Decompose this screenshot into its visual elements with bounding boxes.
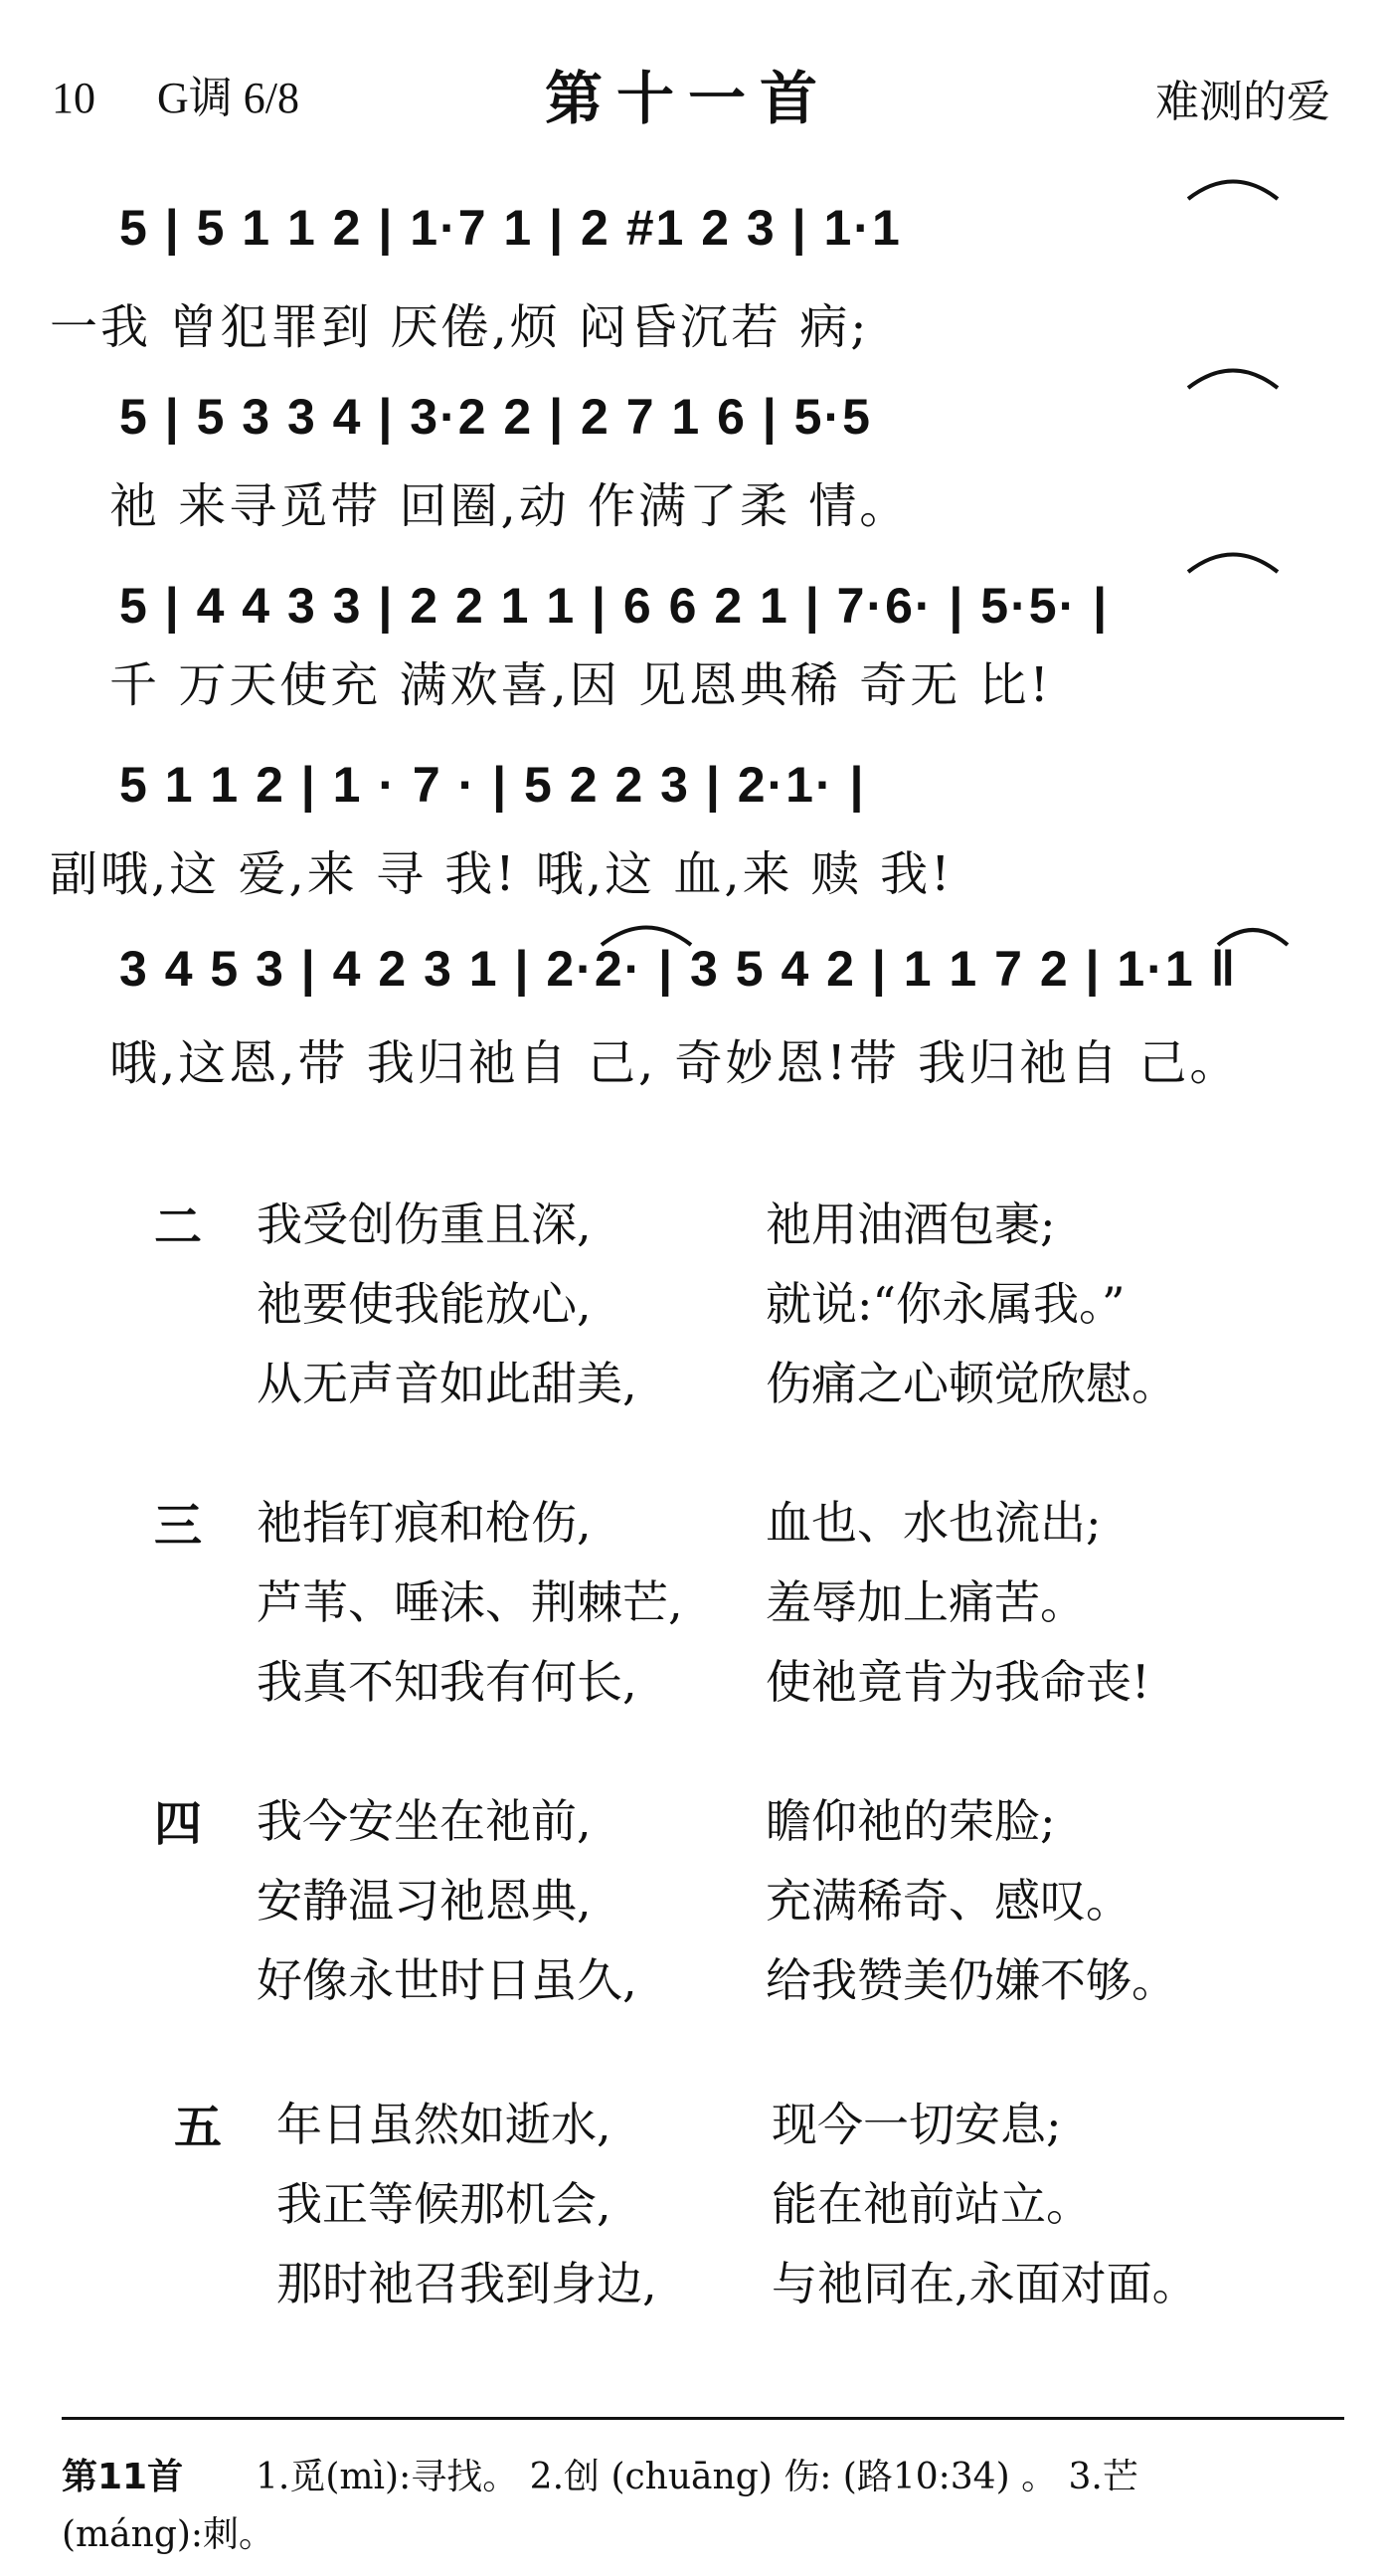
slur-line-5a bbox=[602, 928, 691, 946]
slur-line-3 bbox=[1188, 555, 1278, 573]
score-notes-line-5: 3 4 5 3 | 4 2 3 1 | 2·2· | 3 5 4 2 | 1 1 7 2 | 1·1 ‖ bbox=[119, 941, 1238, 997]
verse-3-row-3-right: 使祂竟肯为我命丧! bbox=[766, 1655, 1150, 1709]
footnote-line-2: (máng):刺。 bbox=[62, 2514, 275, 2555]
verse-4-row-2-left: 安静温习祂恩典, bbox=[257, 1874, 592, 1928]
verse-3-row-3-left: 我真不知我有何长, bbox=[257, 1655, 637, 1709]
verse-4-row-3-right: 给我赞美仍嫌不够。 bbox=[766, 1953, 1177, 2007]
score-notes-line-1: 5 | 5 1 1 2 | 1·7 1 | 2 #1 2 3 | 1·1 bbox=[119, 200, 902, 256]
footnote-line-1 bbox=[62, 2449, 1138, 2499]
score-lyrics-line-4: 副哦,这 爱,来 寻 我! 哦,这 血,来 赎 我! bbox=[50, 846, 954, 902]
slur-line-5b bbox=[1218, 930, 1288, 945]
slur-line-2 bbox=[1188, 371, 1278, 389]
verse-3-row-2-right: 羞辱加上痛苦。 bbox=[766, 1575, 1086, 1629]
score-notes-line-4: 5 1 1 2 | 1 · 7 · | 5 2 2 3 | 2·1· | bbox=[119, 757, 866, 813]
verse-2-row-1-left: 我受创伤重且深, bbox=[257, 1197, 592, 1251]
hymn-title: 第十一首 bbox=[545, 65, 832, 132]
verse-2-row-3-right: 伤痛之心顿觉欣慰。 bbox=[766, 1357, 1177, 1410]
verse-5-row-3-right: 与祂同在,永面对面。 bbox=[772, 2257, 1198, 2310]
verse-5-row-1-right: 现今一切安息; bbox=[772, 2098, 1062, 2151]
verse-3-row-1-right: 血也、水也流出; bbox=[766, 1496, 1102, 1550]
verse-2-row-2-left: 祂要使我能放心, bbox=[257, 1277, 592, 1331]
verse-4-row-3-left: 好像永世时日虽久, bbox=[257, 1953, 637, 2007]
verse-4-row-1-left: 我今安坐在祂前, bbox=[257, 1794, 592, 1848]
verse-4-row-1-right: 瞻仰祂的荣脸; bbox=[766, 1794, 1056, 1848]
score-lyrics-line-1: 一我 曾犯罪到 厌倦,烦 闷昏沉若 病; bbox=[50, 299, 870, 355]
verse-3-row-2-left: 芦苇、唾沫、荆棘芒, bbox=[257, 1575, 683, 1629]
slur-line-1 bbox=[1188, 182, 1278, 200]
footnote-text-1: 1.觅(mì):寻找。 2.创 (chuāng) 伤: (路10:34) 。 3.芒 bbox=[256, 2457, 1138, 2497]
footnote-divider bbox=[62, 2417, 1344, 2420]
verse-5-row-3-left: 那时祂召我到身边, bbox=[276, 2257, 657, 2310]
verse-5-row-2-right: 能在祂前站立。 bbox=[772, 2177, 1092, 2231]
verse-number-2: 二 bbox=[154, 1199, 203, 1255]
verse-5-row-2-left: 我正等候那机会, bbox=[276, 2177, 611, 2231]
verse-3-row-1-left: 祂指钉痕和枪伤, bbox=[257, 1496, 592, 1550]
score-notes-line-3: 5 | 4 4 3 3 | 2 2 1 1 | 6 6 2 1 | 7·6· | 5·5· | bbox=[119, 578, 1110, 634]
hymn-subtitle: 难测的爱 bbox=[1155, 77, 1330, 127]
verse-4-row-2-right: 充满稀奇、感叹。 bbox=[766, 1874, 1131, 1928]
verse-2-row-2-right: 就说:“你永属我。” bbox=[766, 1277, 1126, 1331]
score-lyrics-line-5: 哦,这恩,带 我归祂自 己, 奇妙恩!带 我归祂自 己。 bbox=[109, 1035, 1241, 1091]
verse-number-4: 四 bbox=[154, 1796, 203, 1852]
verse-number-3: 三 bbox=[154, 1498, 203, 1554]
score-lyrics-line-3: 千 万天使充 满欢喜,因 见恩典稀 奇无 比! bbox=[109, 657, 1052, 713]
verse-2-row-1-right: 祂用油酒包裹; bbox=[766, 1197, 1056, 1251]
verse-number-5: 五 bbox=[174, 2100, 223, 2155]
verse-5-row-1-left: 年日虽然如逝水, bbox=[276, 2098, 611, 2151]
verse-2-row-3-left: 从无声音如此甜美, bbox=[257, 1357, 637, 1410]
page-number: 10 bbox=[52, 74, 95, 122]
key-time-signature: G调 6/8 bbox=[157, 74, 299, 122]
footnote-label: 第11首 bbox=[62, 2457, 184, 2497]
score-lyrics-line-2: 祂 来寻觅带 回圈,动 作满了柔 情。 bbox=[109, 478, 911, 534]
score-notes-line-2: 5 | 5 3 3 4 | 3·2 2 | 2 7 1 6 | 5·5 bbox=[119, 389, 872, 445]
